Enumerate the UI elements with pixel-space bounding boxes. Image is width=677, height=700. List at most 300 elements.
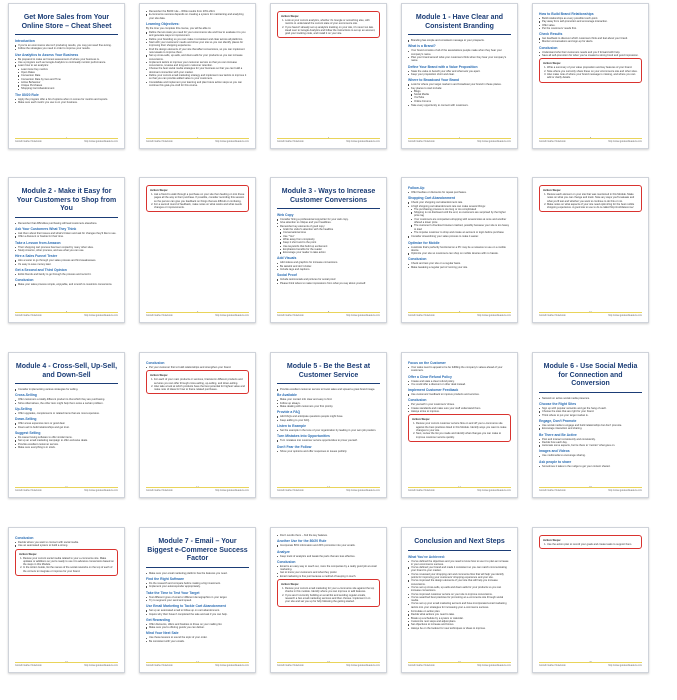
bullet-item: Keep track of analytics and tweak the parts that are less effective. — [277, 555, 380, 558]
bullet-item: Create standards and make sure your staff understand them. — [408, 407, 511, 410]
action-step: 1. Review each element on your site that was mentioned in this Module. Make notes on what you can change and track. Note any ways you'll evaluate and what you'll test and whether you want to continue to do this or not. — [547, 193, 638, 203]
bullet-item: Choose the best social media strategies for your business so that you can build a dominant connection with your market. — [146, 67, 249, 74]
section-heading: Introduction — [15, 39, 35, 44]
bullet-item: Offer value. — [539, 24, 642, 27]
section-heading: How to Build Brand Relationships — [539, 12, 594, 16]
bullet-item: Start with your customers' needs and show your site so you can identify places for improving their shopping experience. — [146, 41, 249, 48]
bullet-item: Consider implementing various strategies for selling. — [15, 388, 118, 391]
section-heading: Implement Customer Feedback — [408, 388, 459, 393]
bullet-list — [277, 555, 380, 558]
bullet-item: Take every opportunity to connect with customers. — [408, 104, 511, 107]
action-step: 1. Review your current email marketing for your e-commerce site against the top checks in this module. Identify where you can improve or add features. — [285, 587, 376, 594]
action-step: 2. Also take a look at which products have the best potential for highest value and make note of ideas for how to frame related purchases. — [154, 385, 245, 392]
page-footer — [408, 312, 511, 318]
bullet-item: Keep your proposition short and clear. — [408, 73, 511, 76]
sub-bullet-item: Keep it short and to the point — [277, 241, 380, 244]
bullet-list — [539, 454, 642, 457]
action-steps-box — [539, 535, 642, 549]
bullet-item: Offer customers a totally different product to that which they are purchasing. — [15, 398, 118, 401]
bullet-item: Use an automated system to build a strong. — [15, 544, 118, 547]
bullet-item: Use these lessons to sound the topic of your order. — [146, 636, 249, 639]
bullet-item: Key places to start include: — [408, 87, 511, 90]
bullet-item: Email is an easy way to reach out, more the companies by a really good job at email marketing. — [277, 565, 380, 572]
section-heading: Conclusion — [277, 559, 296, 564]
bullet-item: Offer a discount or freebie for their time. — [15, 235, 118, 238]
page-number: 9 — [458, 311, 461, 314]
page-title: Module 2 - Make it Easy for Your Customers to Shop from You — [15, 188, 118, 218]
section-heading: Down-Selling — [15, 417, 37, 422]
footer-url[interactable]: http://www.guidesofleaders.com — [84, 664, 118, 667]
bullet-item: Choose the sites that are right for your brand. — [539, 410, 642, 413]
bullet-item: Try to segment your send and speed. — [146, 599, 249, 602]
bullet-list — [277, 439, 380, 442]
section-heading: Conclusion — [539, 45, 558, 50]
page-number: 8 — [327, 311, 330, 314]
page-number: 11 — [65, 486, 68, 489]
bullet-item: Learn how to set analytics: — [15, 64, 118, 67]
page-title: Module 7 - Email – Your Biggest e-Commerce Success Factor — [146, 538, 249, 568]
page-footer — [15, 138, 118, 144]
sub-bullet-item: Emphasize benefits for the reader — [277, 248, 380, 251]
footer-url[interactable]: http://www.guidesofleaders.com — [477, 664, 511, 667]
page-20 — [532, 527, 649, 673]
action-steps-box — [408, 414, 511, 441]
page-footer — [408, 487, 511, 493]
bullet-item: Network on active social media presence. — [539, 397, 642, 400]
bullet-item: Define the two stats you need for your ecommerce site and how to evaluate it to you and generate ways to improvement. — [146, 31, 249, 38]
section-heading: Social Proof — [277, 273, 297, 278]
bullet-list — [408, 403, 511, 413]
footer-brand: Growth Gather Notebook — [15, 489, 42, 492]
sub-bullet-item: The purchasing process is too long or too complicated — [408, 208, 511, 211]
footer-url[interactable]: http://www.guidesofleaders.com — [477, 314, 511, 317]
bullet-item: Include testimonials and pictures for social proof. — [277, 278, 380, 281]
footer-url[interactable]: http://www.guidesofleaders.com — [84, 489, 118, 492]
action-step: 1. Write a summary of your value proposition and key features of your brand. — [547, 66, 638, 69]
bullet-list — [15, 541, 118, 548]
section-heading: Another Use for the 80/20 Rule — [277, 539, 327, 544]
page-number: 2 — [196, 137, 199, 140]
sub-bullet-item: Learn How Key metrics — [15, 68, 118, 71]
page-6 — [8, 177, 125, 323]
section-heading: Focus on the Customer — [408, 361, 446, 365]
section-heading: Use Email Marketing to Tackle Cart Abandonment — [146, 604, 226, 609]
page-footer — [539, 138, 642, 144]
sub-bullet-item: Your customers are comparison-shopping with several sites at once and another offered a lower price — [408, 218, 511, 225]
page-3 — [270, 3, 387, 149]
action-step: 2. Note where you currently share these on your eCommerce site and other sites. — [547, 70, 638, 73]
section-lead: By the time you complete this course, you will be able to: — [146, 26, 212, 30]
bullet-item: You've searched best practices for promoting an e-commerce site through social media. — [408, 596, 511, 603]
action-step: 1. Ask a friend to walk through a purchase on your site then feeding on into these pages all the way to their purchase. If possible, consider recording this session so the person can give you feedback on things that are difficult or confusing. — [154, 193, 245, 203]
section-heading: Shopping Cart Abandonment — [408, 196, 455, 201]
page-17 — [139, 527, 256, 673]
page-title: Module 4 - Cross-Sell, Up-Sell, and Down-Sell — [15, 363, 118, 384]
bullet-item: Provide excellent customer service to boost sales and spread a great brand image. — [277, 388, 380, 391]
action-steps-title: Action Steps: — [150, 188, 169, 192]
sub-bullet-item: Conversion Rate — [15, 74, 118, 77]
bullet-item: Encourage interaction and sharing. — [539, 427, 642, 430]
footer-url[interactable]: http://www.guidesofleaders.com — [477, 140, 511, 143]
bullet-list — [277, 544, 380, 547]
bullet-list — [277, 218, 380, 254]
bullet-item: Hire a tester to go through your sales process and find weaknesses. — [15, 259, 118, 262]
footer-brand: Growth Gather Notebook — [539, 140, 566, 143]
bullet-list — [408, 246, 511, 256]
bullet-item: Get feedback to discover which customers think and feel about your brand. — [539, 37, 642, 40]
bullet-item: Look for where your target market is and broadcast your brand in these places. — [408, 83, 511, 86]
page-13 — [270, 352, 387, 498]
footer-brand: Growth Gather Notebook — [277, 314, 304, 317]
footer-url[interactable]: http://www.guidesofleaders.com — [346, 140, 380, 143]
footer-url[interactable]: http://www.guidesofleaders.com — [477, 489, 511, 492]
section-heading: What is a Brand? — [408, 44, 436, 49]
page-15 — [532, 352, 649, 498]
section-heading: Turn Mistakes into Opportunities — [277, 434, 330, 439]
bullet-item: Your sales need to appeal to be be fulfilling the company's values ahead of your customers. — [408, 366, 511, 373]
bullet-list — [15, 259, 118, 266]
bullet-item: Plan your brand around what your customers think when they hear your company's name. — [408, 56, 511, 63]
bullet-item: A website that's perfectly functional on a PC may be a nuisance to use on a mobile device. — [408, 246, 511, 253]
page-footer — [146, 487, 249, 493]
page-number: 18 — [327, 661, 330, 664]
bullet-item: Check your shopping cart abandonment rate. — [408, 201, 511, 204]
page-title: Module 1 - Have Clear and Consistent Branding — [408, 14, 511, 35]
action-steps-list — [150, 378, 245, 391]
sub-bullet-item: Write away from complexity — [277, 238, 380, 241]
bullet-item: Define your current email marketing strategy and implement new tactics to improve it so that you can provide added value to your customers. — [146, 74, 249, 81]
bullet-item: Define your branding so you can make it consistent and clear across all platforms. — [146, 38, 249, 41]
action-step: 2. If you aren't currently building an email list and sending regular emails, research a few email marketing services and then choose. Implement it on your site and set you up for fully following the getting started. — [285, 594, 376, 604]
action-steps-title: Action Steps: — [543, 538, 562, 542]
bullet-item: Apply the program offer a bit of options when in comes for metrics and reports. — [15, 98, 118, 101]
bullet-item: Put the customers' needs first. — [539, 27, 642, 30]
bullet-item: Down-sell to build relationships and get trust. — [15, 426, 118, 429]
bullet-list — [277, 388, 380, 391]
bullet-item: You've defined your brand and made it consistent so you can match communicating your brand to your market. — [408, 566, 511, 573]
bullet-item: Make tweaking a regular part of running your site. — [408, 266, 511, 269]
action-steps-box — [146, 370, 249, 394]
section-heading: Use Analytics to Assess Your Business — [15, 52, 79, 57]
sub-bullet-item: Open Rates — [15, 71, 118, 74]
footer-brand: Growth Gather Notebook — [539, 314, 566, 317]
bullet-list — [539, 397, 642, 400]
footer-brand: Growth Gather Notebook — [15, 664, 42, 667]
footer-url[interactable]: http://www.guidesofleaders.com — [346, 489, 380, 492]
bullet-item: You could offer a discount or other deal instead. — [408, 383, 511, 386]
page-footer — [146, 138, 249, 144]
page-footer — [408, 662, 511, 668]
page-title: Module 5 - Be the Best at Customer Service — [277, 363, 380, 384]
footer-url[interactable]: http://www.guidesofleaders.com — [608, 314, 642, 317]
bullet-item: Offer upgrades, complements or related items that are most expensive. — [15, 412, 118, 415]
bullet-item: Provide excellent customer service. — [15, 443, 118, 446]
section-heading: Images and Videos — [539, 449, 570, 454]
bullet-list — [408, 235, 511, 238]
footer-brand: Growth Gather Notebook — [146, 314, 173, 317]
section-heading: Check Results — [539, 32, 563, 37]
page-footer — [539, 662, 642, 668]
action-steps-title: Action Steps: — [281, 14, 300, 18]
footer-url[interactable]: http://www.guidesofleaders.com — [346, 314, 380, 317]
page-11 — [8, 352, 125, 498]
action-steps-title: Action Steps: — [281, 582, 300, 587]
page-2 — [139, 3, 256, 149]
page-8 — [270, 177, 387, 323]
footer-brand: Growth Gather Notebook — [408, 314, 435, 317]
page-footer — [539, 312, 642, 318]
bullet-item: Use a program such as Google Analytics to continually monitor performance. — [15, 61, 118, 64]
bullet-item: Automate some aspects, but be there to 'monitor' what goes on. — [539, 444, 642, 447]
section-heading: Cross-Selling — [15, 393, 37, 398]
section-heading: Mind Your Next Sale — [146, 631, 179, 636]
bullet-item: Make sure your email marketing platform has the features you need. — [146, 572, 249, 575]
section-heading: What You've Achieved: — [408, 554, 445, 559]
bullet-list — [408, 83, 511, 103]
section-heading: Define Your Brand with a Value Proposition — [408, 64, 478, 69]
footer-url[interactable]: http://www.guidesofleaders.com — [84, 314, 118, 317]
section-heading: Ask Your Customers What They Think — [15, 227, 77, 232]
section-heading: Add Visuals — [277, 256, 297, 261]
sub-bullet-item: YouTube — [408, 96, 511, 99]
bullet-item: Set the example in the tone of your organization by leading in your own job position. — [277, 429, 380, 432]
section-heading: Engage, Don't Promote — [539, 418, 577, 423]
footer-url[interactable]: http://www.guidesofleaders.com — [215, 664, 249, 667]
bullet-list — [15, 98, 118, 105]
bullet-item: Set up an automated email to follow-up on cart abandonment. — [146, 609, 249, 612]
bullet-list — [15, 388, 118, 391]
bullet-item: Use customers' feedback to improve products and services. — [408, 393, 511, 396]
action-step: 2. If you haven't already set up analytics tracking on your site, it's never too late. Head over to Google Analytics and follow the instructions to set up an account, grab your tracking code, and install it on your site. — [285, 26, 376, 36]
bullet-item: Make sure each metric you use is on your business. — [15, 101, 118, 104]
action-step: 1. For each of your main products or services, brainstorm different products and services you can offer through cross-selling, up-selling, and down-selling. — [154, 378, 245, 385]
footer-brand: Growth Gather Notebook — [146, 489, 173, 492]
section-heading: Conclusion — [408, 257, 427, 262]
bullet-item: Ask them about their issues and what's broken and ask for changes they'd like to see. — [15, 232, 118, 235]
action-steps-list — [543, 543, 638, 546]
page-number: 15 — [589, 486, 592, 489]
footer-brand: Growth Gather Notebook — [277, 489, 304, 492]
sub-bullet-item: The impulse customer to shop and create an account or login before purchase — [408, 231, 511, 234]
action-steps-list — [19, 557, 114, 573]
bullet-item: Monitor conversations and sign-up for alerts. — [539, 40, 642, 43]
bullet-item: Create and state a clear refund policy. — [408, 380, 511, 383]
bullet-item: You've defined the objectives and you need to know how to use it to plan an increase in your ecommerce success. — [408, 560, 511, 567]
action-steps-title: Action Steps: — [543, 188, 562, 192]
bullet-item: Be consistent with your emails. — [146, 640, 249, 643]
page-footer — [146, 662, 249, 668]
bullet-item: Do the research and compare before making a big investment. — [146, 582, 249, 585]
action-steps-box — [539, 185, 642, 212]
footer-url[interactable]: http://www.guidesofleaders.com — [215, 140, 249, 143]
section-heading: Take a Lesson from Amazon — [15, 240, 61, 245]
bullet-item: Add FAQs and anticipate questions people might have. — [277, 415, 380, 418]
page-5 — [532, 3, 649, 149]
bullet-item: Don't overdo them – find the key balance. — [277, 534, 380, 537]
bullet-item: Decide how each day. — [539, 441, 642, 444]
bullet-item: Set up cross-sells, up-sells, and down-sells for your products so you can increase conversions. — [146, 54, 249, 61]
footer-url[interactable]: http://www.guidesofleaders.com — [215, 489, 249, 492]
bullet-list — [146, 10, 249, 20]
bullet-item: Formulate on action plan. — [408, 610, 511, 613]
page-number: 10 — [589, 311, 592, 314]
bullet-item: Be prepared to make an honest assessment of where your business is. — [15, 58, 118, 61]
action-step: 1. Review your current customer service flow on and off your e-commerce site against the best practices listed in this Module. Identify ways you want to make changes to your site. — [416, 422, 507, 432]
bullet-list — [15, 232, 118, 239]
section-heading: The 80/20 Rule — [15, 92, 39, 97]
action-steps-title: Action Steps: — [150, 373, 169, 378]
bullet-list — [408, 560, 511, 609]
page-1 — [8, 3, 125, 149]
bullet-item: Implement your autoresponder appropriately. — [146, 585, 249, 588]
bullet-list — [15, 412, 118, 415]
action-step: 1. Use the action plan to record your goals and create tasks to support them. — [547, 543, 638, 546]
sub-bullet-item: Use "You" — [277, 235, 380, 238]
bullet-item: A high shopping cart abandonment rate can make several things: — [408, 205, 511, 208]
footer-url[interactable]: http://www.guidesofleaders.com — [608, 489, 642, 492]
bullet-item: You've set up your email marketing account and have incorporated email marketing tactics into your strategies for increasing your e-commerce success. — [408, 602, 511, 609]
bullet-list — [146, 636, 249, 643]
bullet-item: Always be on the lookout for new techniques or ideas to improve. — [408, 627, 511, 630]
bullet-list — [146, 582, 249, 589]
footer-brand: Growth Gather Notebook — [15, 314, 42, 317]
action-steps-list — [543, 66, 638, 79]
footer-url[interactable]: http://www.guidesofleaders.com — [608, 140, 642, 143]
bullet-list — [408, 393, 511, 396]
page-number: 19 — [458, 661, 461, 664]
bullet-item: Remember key elements of good copy: — [277, 225, 380, 228]
bullet-item: Remember the 80/20 rule – While results from 20% effort. — [146, 10, 249, 13]
footer-brand: Growth Gather Notebook — [408, 489, 435, 492]
sub-bullet-item: Unique Purchases — [15, 84, 118, 87]
bullet-list — [408, 610, 511, 630]
bullet-item: Study Amazon, other process, and see what you can use. — [15, 249, 118, 252]
action-step: 1. Review your current social media related to your e-commerce site. Make updates or additions so you're ready to use it to advance conversions based on the steps in this Module. — [23, 557, 114, 567]
bullet-item: Turn mistakes into customer service opportunities to prove yourself. — [277, 439, 380, 442]
section-heading: Hire a Sales Funnel Tester — [15, 254, 58, 259]
bullet-list — [146, 596, 249, 603]
bullet-item: Check and test your site on a regular basis. — [408, 262, 511, 265]
bullet-item: Include tags and captions. — [277, 268, 380, 271]
section-heading: Offer a Clear Refund Policy — [408, 374, 452, 379]
bullet-item: Inquire why their haven't completed the sale and ask if you can help. — [146, 613, 249, 616]
footer-url[interactable]: http://www.guidesofleaders.com — [608, 664, 642, 667]
footer-brand: Growth Gather Notebook — [539, 489, 566, 492]
section-heading: Choose the Right Sites — [539, 402, 577, 407]
section-heading: Web Copy — [277, 213, 294, 218]
bullet-item: Think where to put your target market is. — [539, 414, 642, 417]
page-footer — [539, 487, 642, 493]
footer-brand: Growth Gather Notebook — [408, 664, 435, 667]
page-number: 17 — [196, 661, 199, 664]
sub-bullet-item: Blogs — [408, 90, 511, 93]
bullet-list — [408, 380, 511, 387]
bullet-list — [146, 572, 249, 575]
bullet-list — [15, 222, 118, 225]
bullet-item: Incorporate 80% information and 20% promotion into your emails. — [277, 544, 380, 547]
sub-bullet-item: Conversational tone — [277, 231, 380, 234]
sub-bullet-item: Conversion Rate by Geo and Time — [15, 78, 118, 81]
bullet-item: You've set up cross-sells, up-sells and down-sells for your products so you can increase conversions. — [408, 586, 511, 593]
action-steps-title: Action Steps: — [19, 551, 38, 556]
sub-bullet-item: Grab the visitor's attention with the headline — [277, 228, 380, 231]
bullet-item: Pay away from self-promotion and encourage interaction. — [539, 20, 642, 23]
bullet-list — [539, 407, 642, 417]
bullet-item: Save all self-promotion for when you've created a strong bond and good impression. — [539, 54, 642, 57]
bullet-item: Post and interact consistently and consistently. — [539, 438, 642, 441]
bullet-item: Put yourself in your customers' shoes. — [408, 403, 511, 406]
bullet-list — [277, 565, 380, 578]
page-number: 14 — [458, 486, 461, 489]
bullet-item: Sign up with popular networks and get the hang of each. — [539, 407, 642, 410]
bullet-list — [15, 398, 118, 405]
bullet-list — [277, 450, 380, 453]
footer-brand: Growth Gather Notebook — [408, 140, 435, 143]
page-number: 20 — [589, 661, 592, 664]
bullet-item: Find the design elements of your site that affect conversions, so you can implement new tweaks to improve them. — [146, 48, 249, 55]
sub-bullet-item: Shopping Cart Abandonment — [15, 87, 118, 90]
section-heading: Be There and Be Active — [539, 432, 577, 437]
bullet-item: Decide where you want to connect with social media. — [15, 541, 118, 544]
section-heading: Conclusion — [15, 278, 34, 283]
bullet-list — [277, 415, 380, 422]
bullet-list — [15, 283, 118, 286]
bullet-item: Remember that difficulties purchasing will lead customers elsewhere. — [15, 222, 118, 225]
section-heading: Analyze — [277, 549, 290, 554]
bullet-item: If you're an ecommerce site isn't producing results, you may just need fine-tuning. — [15, 44, 118, 47]
bullet-list — [277, 429, 380, 432]
bullet-item: Consolidate and implement your learning and plan future action steps so you can continue this goal-you-craft for this course. — [146, 81, 249, 88]
section-heading: Follow-Up — [408, 186, 425, 190]
section-heading: Conclusion — [146, 361, 165, 365]
bullet-list — [539, 424, 642, 431]
bullet-list — [146, 366, 249, 369]
page-title: Conclusion and Next Steps — [408, 538, 511, 551]
page-19 — [401, 527, 518, 673]
footer-brand: Growth Gather Notebook — [15, 140, 42, 143]
page-footer — [277, 487, 380, 493]
page-number: 16 — [65, 661, 68, 664]
bullet-item: Branding has simple and consistent message to your prospects. — [408, 39, 511, 42]
footer-url[interactable]: http://www.guidesofleaders.com — [346, 664, 380, 667]
footer-url[interactable]: http://www.guidesofleaders.com — [215, 314, 249, 317]
action-steps-title: Action Steps: — [543, 61, 562, 66]
page-10 — [532, 177, 649, 323]
bullet-item: Set objectives to increase and bonus. — [408, 623, 511, 626]
section-heading: Listen to Example — [277, 423, 307, 428]
action-steps-list — [412, 422, 507, 438]
bullet-list — [15, 58, 118, 91]
page-7 — [139, 177, 256, 323]
page-footer — [408, 138, 511, 144]
page-number: 12 — [196, 486, 199, 489]
bullet-item: Put your customer first to build relationships and strengthen your brand. — [146, 366, 249, 369]
bullet-item: Follow the strategies you need in order to improve your results. — [15, 47, 118, 50]
action-step: 3. Also make note of where your brand message is missing, and where you can add or clarify details. — [547, 73, 638, 80]
section-heading: Where to Broadcast Your Brand — [408, 78, 460, 83]
bullet-list — [408, 262, 511, 269]
footer-url[interactable]: http://www.guidesofleaders.com — [84, 140, 118, 143]
bullet-list — [408, 49, 511, 62]
page-18 — [270, 527, 387, 673]
action-steps-list — [543, 193, 638, 209]
section-heading: Find the Right Software — [146, 577, 185, 582]
action-steps-list — [281, 587, 376, 603]
bullet-item: Do cause having software to offer similar items. — [15, 436, 118, 439]
action-step: 2. Make notes on what aspects of your site need optimizing for the best mobile shopping experience. A good site to use to do is called http://mobiletest.me/ — [547, 203, 638, 210]
section-heading: Get a Second and Third Opinion — [15, 267, 67, 272]
section-heading: Take the Time to Test Your Target — [146, 590, 200, 595]
